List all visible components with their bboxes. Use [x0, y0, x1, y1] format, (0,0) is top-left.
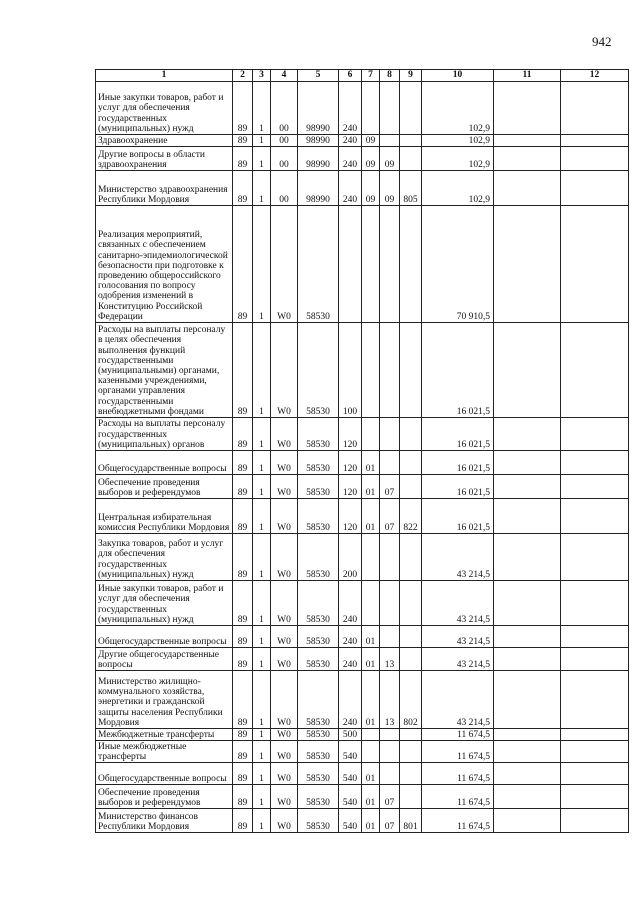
row-code-cell: 1 [253, 809, 271, 833]
row-name-cell: Центральная избирательная комиссия Республики Мордовия [96, 499, 233, 534]
table-row [96, 534, 629, 581]
row-empty-cell [561, 323, 629, 418]
row-code-cell: W0 [271, 418, 298, 451]
row-empty-cell [561, 475, 629, 499]
row-empty-cell [561, 135, 629, 147]
row-code-cell: 58530 [298, 741, 339, 763]
row-empty-cell [494, 648, 561, 671]
row-code-cell [380, 729, 400, 741]
row-name-cell: Обеспечение проведения выборов и референдумов [96, 475, 233, 499]
row-name-cell: Общегосударственные вопросы [96, 626, 233, 648]
row-amount-cell: 11 674,5 [422, 809, 494, 833]
table-row [96, 135, 629, 147]
row-empty-cell [561, 147, 629, 171]
row-code-cell: 240 [339, 171, 362, 206]
row-code-cell: 89 [233, 171, 253, 206]
row-code-cell: W0 [271, 648, 298, 671]
row-code-cell: W0 [271, 729, 298, 741]
row-empty-cell [494, 147, 561, 171]
row-code-cell: 240 [339, 626, 362, 648]
row-empty-cell [494, 418, 561, 451]
row-empty-cell [561, 581, 629, 626]
col-header: 8 [380, 70, 400, 82]
row-code-cell: 58530 [298, 418, 339, 451]
row-code-cell [400, 729, 422, 741]
row-empty-cell [494, 171, 561, 206]
row-name-cell: Министерство жилищно-коммунального хозяйства, энергетики и гражданской защиты населения Республики Мордовия [96, 671, 233, 729]
row-code-cell [380, 626, 400, 648]
row-code-cell [362, 206, 380, 323]
row-empty-cell [561, 809, 629, 833]
row-code-cell: 89 [233, 809, 253, 833]
row-code-cell: 07 [380, 475, 400, 499]
row-empty-cell [494, 785, 561, 809]
row-code-cell: W0 [271, 475, 298, 499]
row-code-cell: W0 [271, 206, 298, 323]
row-code-cell: W0 [271, 534, 298, 581]
row-code-cell: 89 [233, 82, 253, 135]
row-name-cell: Межбюджетные трансферты [96, 729, 233, 741]
row-code-cell: 240 [339, 581, 362, 626]
row-code-cell: 89 [233, 648, 253, 671]
row-code-cell: 01 [362, 809, 380, 833]
row-code-cell [400, 451, 422, 475]
table-row [96, 785, 629, 809]
row-code-cell: 89 [233, 729, 253, 741]
row-code-cell: 89 [233, 785, 253, 809]
row-empty-cell [494, 475, 561, 499]
row-code-cell: 100 [339, 323, 362, 418]
row-code-cell: 58530 [298, 626, 339, 648]
row-code-cell: 120 [339, 451, 362, 475]
row-code-cell: 200 [339, 534, 362, 581]
row-code-cell: 13 [380, 671, 400, 729]
row-code-cell: 98990 [298, 171, 339, 206]
row-code-cell [380, 135, 400, 147]
row-code-cell: 1 [253, 418, 271, 451]
row-name-cell: Министерство финансов Республики Мордовия [96, 809, 233, 833]
row-name-cell: Другие вопросы в области здравоохранения [96, 147, 233, 171]
row-amount-cell: 70 910,5 [422, 206, 494, 323]
row-code-cell [380, 82, 400, 135]
row-empty-cell [494, 626, 561, 648]
row-amount-cell: 43 214,5 [422, 581, 494, 626]
row-code-cell: 58530 [298, 499, 339, 534]
row-code-cell: 01 [362, 763, 380, 785]
row-amount-cell: 16 021,5 [422, 418, 494, 451]
row-code-cell: 07 [380, 809, 400, 833]
col-header: 12 [561, 70, 629, 82]
row-amount-cell: 11 674,5 [422, 741, 494, 763]
row-code-cell: 09 [362, 171, 380, 206]
row-empty-cell [494, 671, 561, 729]
row-code-cell [400, 648, 422, 671]
row-code-cell: 240 [339, 135, 362, 147]
row-code-cell: 1 [253, 763, 271, 785]
col-header: 7 [362, 70, 380, 82]
row-code-cell: W0 [271, 785, 298, 809]
row-code-cell: 1 [253, 671, 271, 729]
row-code-cell: 240 [339, 147, 362, 171]
row-code-cell: 540 [339, 785, 362, 809]
row-empty-cell [494, 534, 561, 581]
row-code-cell [400, 763, 422, 785]
table-row [96, 475, 629, 499]
table-row [96, 82, 629, 135]
row-code-cell: 00 [271, 82, 298, 135]
row-code-cell: 89 [233, 626, 253, 648]
row-code-cell: 98990 [298, 147, 339, 171]
row-code-cell: W0 [271, 581, 298, 626]
row-code-cell: 1 [253, 451, 271, 475]
row-empty-cell [561, 534, 629, 581]
row-code-cell: 89 [233, 147, 253, 171]
row-code-cell: 1 [253, 581, 271, 626]
col-header: 10 [422, 70, 494, 82]
table-row [96, 147, 629, 171]
row-name-cell: Расходы на выплаты персоналу государственных (муниципальных) органов [96, 418, 233, 451]
row-code-cell: 1 [253, 741, 271, 763]
row-code-cell: 89 [233, 671, 253, 729]
row-code-cell: W0 [271, 809, 298, 833]
row-code-cell: 58530 [298, 763, 339, 785]
row-code-cell: 00 [271, 171, 298, 206]
row-code-cell: 822 [400, 499, 422, 534]
row-code-cell: 89 [233, 451, 253, 475]
row-name-cell: Расходы на выплаты персоналу в целях обеспечения выполнения функций государственными (муниципальными) органами, казенными учреждениями, органами управления государственными внебюджетными фондами [96, 323, 233, 418]
row-code-cell: 802 [400, 671, 422, 729]
row-empty-cell [561, 648, 629, 671]
row-name-cell: Иные закупки товаров, работ и услуг для обеспечения государственных (муниципальных) нужд [96, 82, 233, 135]
row-code-cell [339, 206, 362, 323]
row-code-cell: 01 [362, 499, 380, 534]
row-code-cell [380, 534, 400, 581]
row-empty-cell [494, 135, 561, 147]
row-code-cell [380, 206, 400, 323]
row-empty-cell [494, 206, 561, 323]
row-code-cell: 58530 [298, 206, 339, 323]
row-empty-cell [561, 82, 629, 135]
row-amount-cell: 11 674,5 [422, 785, 494, 809]
col-header: 9 [400, 70, 422, 82]
row-code-cell: 120 [339, 499, 362, 534]
row-code-cell: 58530 [298, 809, 339, 833]
row-amount-cell: 43 214,5 [422, 534, 494, 581]
row-code-cell: 01 [362, 475, 380, 499]
row-name-cell: Реализация мероприятий, связанных с обеспечением санитарно-эпидемиологической безопасности при подготовке к проведению общероссийского голосования по вопросу одобрения изменений в Конституцию Российской Федерации [96, 206, 233, 323]
row-code-cell: 1 [253, 729, 271, 741]
col-header: 3 [253, 70, 271, 82]
row-code-cell: 89 [233, 534, 253, 581]
row-code-cell: 09 [362, 147, 380, 171]
row-code-cell: W0 [271, 451, 298, 475]
row-name-cell: Другие общегосударственные вопросы [96, 648, 233, 671]
row-empty-cell [561, 671, 629, 729]
row-code-cell: 58530 [298, 648, 339, 671]
row-amount-cell: 16 021,5 [422, 499, 494, 534]
row-amount-cell: 11 674,5 [422, 729, 494, 741]
row-empty-cell [561, 451, 629, 475]
row-code-cell: 240 [339, 82, 362, 135]
row-code-cell [362, 323, 380, 418]
row-code-cell: 00 [271, 147, 298, 171]
row-empty-cell [561, 171, 629, 206]
row-empty-cell [561, 626, 629, 648]
row-code-cell: 01 [362, 648, 380, 671]
table-row [96, 729, 629, 741]
table-row [96, 581, 629, 626]
row-code-cell: 58530 [298, 729, 339, 741]
row-amount-cell: 16 021,5 [422, 323, 494, 418]
row-code-cell: 58530 [298, 475, 339, 499]
row-code-cell [400, 785, 422, 809]
row-code-cell: 89 [233, 206, 253, 323]
header-row [96, 70, 629, 82]
row-code-cell: 1 [253, 626, 271, 648]
row-code-cell: 1 [253, 785, 271, 809]
row-code-cell [362, 741, 380, 763]
table-row [96, 499, 629, 534]
row-name-cell: Иные межбюджетные трансферты [96, 741, 233, 763]
row-amount-cell: 16 021,5 [422, 451, 494, 475]
row-code-cell: 01 [362, 785, 380, 809]
row-name-cell: Общегосударственные вопросы [96, 451, 233, 475]
row-code-cell: 120 [339, 475, 362, 499]
table-row [96, 626, 629, 648]
table-row [96, 648, 629, 671]
row-code-cell [380, 581, 400, 626]
row-code-cell [400, 534, 422, 581]
row-amount-cell: 102,9 [422, 171, 494, 206]
row-code-cell: 01 [362, 451, 380, 475]
row-code-cell [380, 323, 400, 418]
table-row [96, 206, 629, 323]
col-header: 6 [339, 70, 362, 82]
budget-table [95, 69, 629, 833]
row-code-cell: W0 [271, 741, 298, 763]
row-code-cell [380, 418, 400, 451]
row-code-cell: 58530 [298, 323, 339, 418]
row-code-cell: 240 [339, 671, 362, 729]
row-empty-cell [494, 729, 561, 741]
row-code-cell [362, 82, 380, 135]
row-code-cell: 89 [233, 741, 253, 763]
row-empty-cell [561, 741, 629, 763]
row-code-cell: 89 [233, 475, 253, 499]
row-empty-cell [494, 809, 561, 833]
row-code-cell [362, 534, 380, 581]
row-code-cell [400, 323, 422, 418]
row-amount-cell: 102,9 [422, 135, 494, 147]
row-code-cell: 540 [339, 741, 362, 763]
row-name-cell: Здравоохранение [96, 135, 233, 147]
table-row [96, 809, 629, 833]
row-code-cell [400, 475, 422, 499]
row-code-cell: W0 [271, 626, 298, 648]
row-empty-cell [561, 785, 629, 809]
table-row [96, 741, 629, 763]
row-name-cell: Общегосударственные вопросы [96, 763, 233, 785]
row-code-cell: 09 [380, 171, 400, 206]
col-header: 5 [298, 70, 339, 82]
row-code-cell: 1 [253, 147, 271, 171]
row-code-cell: 01 [362, 626, 380, 648]
row-empty-cell [561, 729, 629, 741]
row-code-cell: 09 [362, 135, 380, 147]
row-name-cell: Закупка товаров, работ и услуг для обеспечения государственных (муниципальных) нужд [96, 534, 233, 581]
row-code-cell: 07 [380, 785, 400, 809]
table-row [96, 763, 629, 785]
row-empty-cell [494, 581, 561, 626]
row-code-cell: W0 [271, 323, 298, 418]
row-empty-cell [561, 206, 629, 323]
col-header: 11 [494, 70, 561, 82]
row-code-cell [400, 418, 422, 451]
row-code-cell [400, 626, 422, 648]
row-code-cell: 540 [339, 763, 362, 785]
row-amount-cell: 102,9 [422, 82, 494, 135]
row-code-cell: 09 [380, 147, 400, 171]
row-empty-cell [561, 499, 629, 534]
row-code-cell: W0 [271, 763, 298, 785]
table-row [96, 418, 629, 451]
row-code-cell: 89 [233, 581, 253, 626]
table-row [96, 323, 629, 418]
row-code-cell: W0 [271, 499, 298, 534]
row-code-cell [400, 147, 422, 171]
row-code-cell: 58530 [298, 671, 339, 729]
col-header: 4 [271, 70, 298, 82]
row-code-cell [380, 741, 400, 763]
row-code-cell: 00 [271, 135, 298, 147]
row-amount-cell: 43 214,5 [422, 648, 494, 671]
row-code-cell: 540 [339, 809, 362, 833]
row-code-cell: 58530 [298, 785, 339, 809]
row-empty-cell [494, 741, 561, 763]
row-amount-cell: 11 674,5 [422, 763, 494, 785]
row-code-cell [380, 451, 400, 475]
row-name-cell: Обеспечение проведения выборов и референдумов [96, 785, 233, 809]
row-empty-cell [494, 763, 561, 785]
row-empty-cell [561, 418, 629, 451]
row-amount-cell: 102,9 [422, 147, 494, 171]
row-code-cell [362, 418, 380, 451]
row-code-cell: 120 [339, 418, 362, 451]
row-code-cell [400, 135, 422, 147]
row-code-cell: 801 [400, 809, 422, 833]
row-empty-cell [494, 451, 561, 475]
row-code-cell: 98990 [298, 135, 339, 147]
row-code-cell: 1 [253, 171, 271, 206]
row-empty-cell [494, 82, 561, 135]
row-code-cell: 98990 [298, 82, 339, 135]
row-code-cell [400, 206, 422, 323]
row-code-cell: 89 [233, 418, 253, 451]
row-code-cell: 1 [253, 82, 271, 135]
row-code-cell [362, 729, 380, 741]
row-code-cell: 805 [400, 171, 422, 206]
row-code-cell [400, 581, 422, 626]
row-code-cell: 58530 [298, 581, 339, 626]
row-code-cell: 1 [253, 206, 271, 323]
row-code-cell [362, 581, 380, 626]
col-header: 2 [233, 70, 253, 82]
row-empty-cell [561, 763, 629, 785]
row-code-cell: 1 [253, 499, 271, 534]
row-code-cell: 58530 [298, 451, 339, 475]
row-code-cell: 1 [253, 323, 271, 418]
page-number: 942 [592, 34, 612, 49]
row-code-cell [400, 82, 422, 135]
row-code-cell: 07 [380, 499, 400, 534]
row-code-cell: 240 [339, 648, 362, 671]
row-code-cell: 13 [380, 648, 400, 671]
row-code-cell: 58530 [298, 534, 339, 581]
row-amount-cell: 16 021,5 [422, 475, 494, 499]
table-row [96, 171, 629, 206]
row-code-cell: 1 [253, 648, 271, 671]
row-code-cell: 89 [233, 499, 253, 534]
row-code-cell: 89 [233, 135, 253, 147]
row-code-cell [380, 763, 400, 785]
row-code-cell: W0 [271, 671, 298, 729]
col-header: 1 [96, 70, 233, 82]
row-code-cell: 89 [233, 323, 253, 418]
row-name-cell: Иные закупки товаров, работ и услуг для обеспечения государственных (муниципальных) нужд [96, 581, 233, 626]
row-code-cell: 500 [339, 729, 362, 741]
row-name-cell: Министерство здравоохранения Республики Мордовия [96, 171, 233, 206]
row-code-cell [400, 741, 422, 763]
row-empty-cell [494, 323, 561, 418]
row-amount-cell: 43 214,5 [422, 671, 494, 729]
row-code-cell: 1 [253, 534, 271, 581]
row-code-cell: 89 [233, 763, 253, 785]
row-code-cell: 01 [362, 671, 380, 729]
row-amount-cell: 43 214,5 [422, 626, 494, 648]
table-row [96, 671, 629, 729]
row-empty-cell [494, 499, 561, 534]
row-code-cell: 1 [253, 475, 271, 499]
row-code-cell: 1 [253, 135, 271, 147]
table-row [96, 451, 629, 475]
